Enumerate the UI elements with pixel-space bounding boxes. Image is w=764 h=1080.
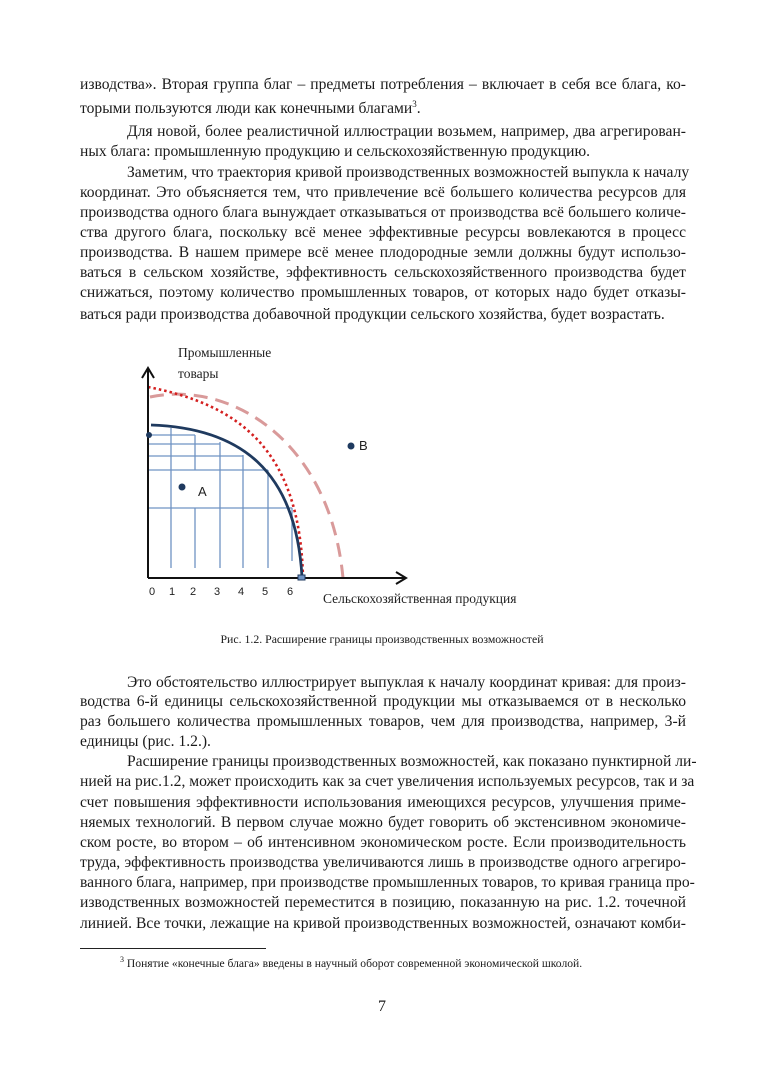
ppf-figure xyxy=(0,340,764,615)
x-tick-label: 4 xyxy=(238,586,245,598)
text-fragment: . xyxy=(416,100,421,117)
text-line: ваться в сельском хозяйстве, эффективность сельскохозяйственного производства будет xyxy=(80,264,686,281)
y-axis-label: товары xyxy=(178,366,219,381)
text-line: Расширение границы производственных возможностей, как показано пунктирной ли- xyxy=(127,753,697,770)
ppf-x-intercept xyxy=(298,575,305,580)
footnote-mark: 3 xyxy=(120,955,124,964)
text-line: снижаться, поэтому количество промышленных товаров, от которых надо будет отказы- xyxy=(80,284,686,301)
text-line: линией. Все точки, лежащие на кривой производственных возможностей, означают комби- xyxy=(80,915,686,932)
footnote-ref[interactable]: 3 xyxy=(412,98,417,109)
x-tick-label: 2 xyxy=(190,586,197,598)
point-a-label: A xyxy=(198,484,207,499)
grid xyxy=(148,428,292,568)
axes xyxy=(142,368,406,584)
text-line xyxy=(80,99,686,119)
page-number: 7 xyxy=(378,998,386,1015)
text-line: производства. В нашем примере всё менее плодородные земли должны будут использо- xyxy=(80,244,686,261)
text-line: Заметим, что траектория кривой производственных возможностей выпукла к началу xyxy=(127,164,690,181)
text-line: ванного блага, например, при производстве промышленных товаров, то кривая граница про- xyxy=(80,874,695,891)
text-line: единицы (рис. 1.2.). xyxy=(80,733,211,750)
text-line: Это обстоятельство иллюстрирует выпуклая к началу координат кривая: для произ- xyxy=(127,674,686,691)
text-fragment: торыми пользуются люди как конечными благами xyxy=(80,100,413,117)
x-tick-label: 6 xyxy=(287,586,294,598)
x-tick-label: 0 xyxy=(149,586,156,598)
text-line: няемых технологий. В первом случае можно будет говорить об экстенсивном экономиче- xyxy=(80,814,686,831)
x-tick-label: 3 xyxy=(214,586,221,598)
text-line: изводства». Вторая группа благ – предметы потребления – включает в себя все блага, ко- xyxy=(80,76,686,93)
text-line: нией на рис.1.2, может происходить как за счет увеличения используемых ресурсов, так и за xyxy=(80,773,695,790)
x-tick-label: 1 xyxy=(169,586,176,598)
text-line: Для новой, более реалистичной иллюстрации возьмем, например, два агрегирован- xyxy=(127,123,686,140)
point-b-label: B xyxy=(359,438,368,453)
footnote-text: Понятие «конечные блага» введены в научный оборот современной экономической школой. xyxy=(124,956,583,970)
footnote xyxy=(120,955,582,970)
text-line: ных блага: промышленную продукцию и сельскохозяйственную продукцию. xyxy=(80,143,591,160)
ppf-y-intercept xyxy=(146,432,152,438)
point-a-marker xyxy=(179,484,186,491)
text-line: изводственных возможностей переместится в позицию, показанную на рис. 1.2. точечной xyxy=(80,894,686,911)
point-b-marker xyxy=(348,443,355,450)
x-axis-label: Сельскохозяйственная продукция xyxy=(323,591,517,606)
footnote-divider xyxy=(80,948,266,949)
y-axis-label: Промышленные xyxy=(178,345,272,360)
x-tick-label: 5 xyxy=(262,586,269,598)
ppf-curve xyxy=(151,425,302,577)
text-line: счет повышения эффективности использования имеющихся ресурсов, улучшения приме- xyxy=(80,794,686,811)
text-line: раз большего количества промышленных товаров, чем для производства, например, 3-й xyxy=(80,713,686,730)
text-line: ваться ради производства добавочной продукции сельского хозяйства, будет возрастать. xyxy=(80,306,665,323)
figure-caption: Рис. 1.2. Расширение границы производственных возможностей xyxy=(220,632,544,646)
text-line: ском росте, во втором – об интенсивном экономическом росте. Если производительность xyxy=(80,834,686,851)
text-line: координат. Это объясняется тем, что привлечение всё большего количества ресурсов для xyxy=(80,184,686,201)
text-line: ства другого блага, поскольку всё менее эффективные ресурсы вовлекаются в процесс xyxy=(80,224,686,241)
text-line: производства одного блага вынуждает отказываться от производства всё большего количе- xyxy=(80,204,686,221)
text-line: водства 6-й единицы сельскохозяйственной продукции мы отказываемся от в несколько xyxy=(80,693,686,710)
text-line: труда, эффективность производства увеличиваются лишь в производстве одного агрегиро- xyxy=(80,854,686,871)
